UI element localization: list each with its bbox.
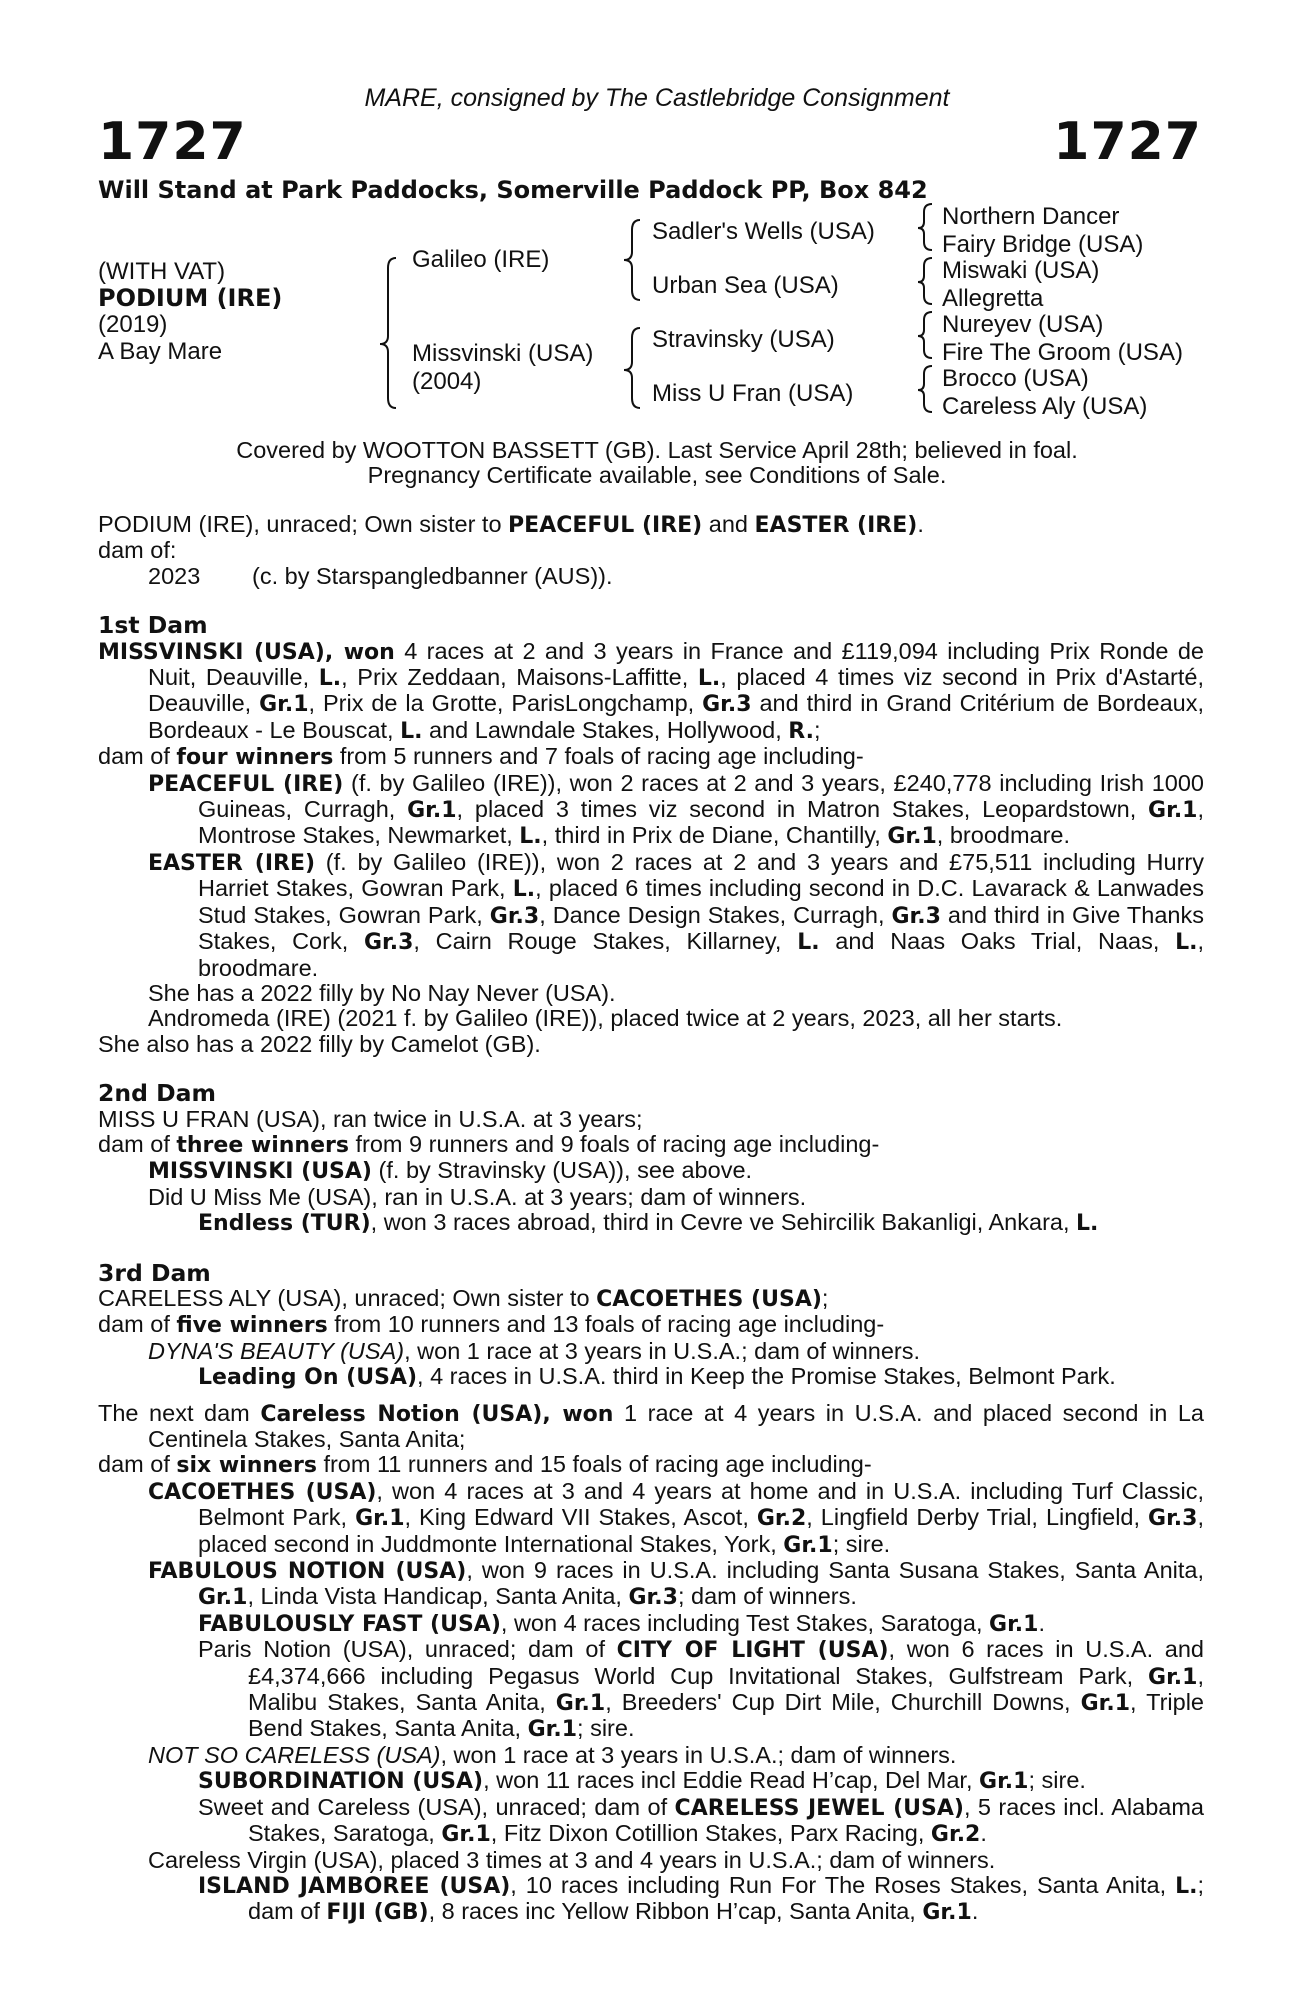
first-dam-produce-summary: dam of four winners from 5 runners and 7 foals of racing age including- — [98, 743, 864, 771]
third-dam-record: CARELESS ALY (USA), unraced; Own sister to CACOETHES (USA); — [98, 1284, 829, 1312]
horse-name: PODIUM (IRE) — [98, 284, 283, 312]
first-dam-note-1: She has a 2022 filly by No Nay Never (USA). — [148, 979, 616, 1006]
bracket-g4 — [918, 366, 932, 412]
bracket-main — [380, 258, 396, 408]
ancestor-1: Northern Dancer — [942, 203, 1120, 230]
ancestor-4: Allegretta — [942, 285, 1044, 312]
vat-label: (WITH VAT) — [98, 258, 226, 285]
sire-sire: Sadler's Wells (USA) — [652, 218, 875, 245]
second-dam-foal-missvinski: MISSVINSKI (USA) (f. by Stravinsky (USA)), see above. — [148, 1157, 753, 1185]
third-dam-grandfoal-leading-on: Leading On (USA), 4 races in U.S.A. third in Keep the Promise Stakes, Belmont Park. — [198, 1363, 1116, 1391]
third-dam-foal-dynas-beauty: DYNA'S BEAUTY (USA), won 1 race at 3 years in U.S.A.; dam of winners. — [148, 1337, 921, 1364]
consignment-line: MARE, consigned by The Castlebridge Consignment — [364, 84, 950, 112]
first-dam-foal-andromeda: Andromeda (IRE) (2021 f. by Galileo (IRE)), placed twice at 2 years, 2023, all her starts. — [148, 1005, 1063, 1032]
next-dam-produce-summary: dam of six winners from 11 runners and 15 foals of racing age including- — [98, 1451, 872, 1479]
third-dam-produce-summary: dam of five winners from 10 runners and 13 foals of racing age including- — [98, 1311, 885, 1339]
horse-year: (2019) — [98, 311, 168, 338]
next-dam-grandfoal-paris-notion: Paris Notion (USA), unraced; dam of CITY OF LIGHT (USA), won 6 races in U.S.A. and £4,374,666 including Pegasus World Cup Invitational Stakes, Gulfstream Park, Gr.1, Malibu Stakes, Santa Anita, Gr.1, Breeders' Cup Dirt Mile, Churchill Downs, Gr.1, Triple Bend Stakes, Santa Anita, Gr.1; sire. — [198, 1636, 1204, 1743]
ancestor-7: Brocco (USA) — [942, 365, 1089, 392]
dam-sire: Stravinsky (USA) — [652, 326, 835, 353]
ancestor-3: Miswaki (USA) — [942, 257, 1100, 284]
dam-year: (2004) — [412, 368, 482, 395]
second-dam-produce-summary: dam of three winners from 9 runners and 9 foals of racing age including- — [98, 1130, 880, 1158]
second-dam-foal-did-u-miss-me: Did U Miss Me (USA), ran in U.S.A. at 3 years; dam of winners. — [148, 1183, 807, 1210]
lot-number-right: 1727 — [1053, 112, 1202, 172]
bracket-sire — [624, 220, 640, 300]
ancestor-6: Fire The Groom (USA) — [942, 339, 1183, 366]
second-dam-heading: 2nd Dam — [98, 1079, 216, 1108]
next-dam-foal-careless-virgin: Careless Virgin (USA), placed 3 times at 3 and 4 years in U.S.A.; dam of winners. — [148, 1846, 996, 1873]
sire-dam: Urban Sea (USA) — [652, 272, 839, 299]
bracket-dam — [624, 328, 640, 408]
ancestor-2: Fairy Bridge (USA) — [942, 231, 1144, 258]
sire-name: Galileo (IRE) — [412, 246, 550, 273]
next-dam-foal-fabulous-notion: FABULOUS NOTION (USA), won 9 races in U.S.A. including Santa Susana Stakes, Santa Anita, Gr.1, Linda Vista Handicap, Santa Anita, Gr.3; dam of winners. — [148, 1557, 1204, 1611]
first-dam-note-2: She also has a 2022 filly by Camelot (GB). — [98, 1030, 541, 1057]
bracket-g3 — [918, 312, 932, 358]
next-dam-grandfoal-island-jamboree: ISLAND JAMBOREE (USA), 10 races including Run For The Roses Stakes, Santa Anita, L.; dam of FIJI (GB), 8 races inc Yellow Ribbon H’cap, Santa Anita, Gr.1. — [198, 1871, 1204, 1926]
ancestor-5: Nureyev (USA) — [942, 311, 1104, 338]
cover-line-1: Covered by WOOTTON BASSETT (GB). Last Service April 28th; believed in foal. — [236, 437, 1078, 463]
next-dam-record: The next dam Careless Notion (USA), won 1 race at 4 years in U.S.A. and placed second in La Centinela Stakes, Santa Anita; — [98, 1399, 1204, 1452]
next-dam-foal-not-so-careless: NOT SO CARELESS (USA), won 1 race at 3 years in U.S.A.; dam of winners. — [148, 1741, 957, 1768]
dam-name: Missvinski (USA) — [412, 340, 594, 367]
intro-line: PODIUM (IRE), unraced; Own sister to PEACEFUL (IRE) and EASTER (IRE). — [98, 511, 924, 538]
produce-line: 2023 (c. by Starspangledbanner (AUS)). — [148, 562, 613, 589]
next-dam-foal-cacoethes: CACOETHES (USA), won 4 races at 3 and 4 years at home and in U.S.A. including Turf Classic, Belmont Park, Gr.1, King Edward VII Stakes, Ascot, Gr.2, Lingfield Derby Trial, Lingfield, Gr.3, placed second in Juddmonte International Stakes, York, Gr.1; sire. — [148, 1477, 1205, 1558]
next-dam-grandfoal-subordination: SUBORDINATION (USA), won 11 races incl Eddie Read H’cap, Del Mar, Gr.1; sire. — [198, 1767, 1086, 1795]
second-dam-grandfoal-endless: Endless (TUR), won 3 races abroad, third in Cevre ve Sehircilik Bakanligi, Ankara, L. — [198, 1209, 1099, 1237]
first-dam-record: MISSVINSKI (USA), won 4 races at 2 and 3 years in France and £119,094 including Prix Ronde de Nuit, Deauville, L., Prix Zeddaan, Maisons-Laffitte, L., placed 4 times viz second in Prix d'Astarté, Deauville, Gr.1, Prix de la Grotte, ParisLongchamp, Gr.3 and third in Grand Critérium de Bordeaux, Bordeaux - Le Bouscat, L. and Lawndale Stakes, Hollywood, R.; — [98, 637, 1204, 744]
intro-dam-of: dam of: — [98, 537, 177, 564]
next-dam-grandfoal-fabulously-fast: FABULOUSLY FAST (USA), won 4 races including Test Stakes, Saratoga, Gr.1. — [198, 1609, 1045, 1637]
second-dam-record: MISS U FRAN (USA), ran twice in U.S.A. at 3 years; — [98, 1105, 643, 1132]
third-dam-heading: 3rd Dam — [98, 1258, 211, 1287]
bracket-g1 — [918, 204, 932, 250]
next-dam-grandfoal-sweet-and-careless: Sweet and Careless (USA), unraced; dam of CARELESS JEWEL (USA), 5 races incl. Alabama Stakes, Saratoga, Gr.1, Fitz Dixon Cotillion Stakes, Parx Racing, Gr.2. — [198, 1793, 1204, 1848]
first-dam-heading: 1st Dam — [98, 611, 208, 640]
stand-location: Will Stand at Park Paddocks, Somerville Paddock PP, Box 842 — [98, 176, 928, 204]
first-dam-foal-easter: EASTER (IRE) (f. by Galileo (IRE)), won 2 races at 2 and 3 years and £75,511 including Hurry Harriet Stakes, Gowran Park, L., placed 6 times including second in D.C. Lavarack & Lanwades Stud Stakes, Gowran Park, Gr.3, Dance Design Stakes, Curragh, Gr.3 and third in Give Thanks Stakes, Cork, Gr.3, Cairn Rouge Stakes, Killarney, L. and Naas Oaks Trial, Naas, L., broodmare. — [148, 848, 1205, 981]
dam-dam: Miss U Fran (USA) — [652, 380, 854, 407]
cover-line-2: Pregnancy Certificate available, see Conditions of Sale. — [367, 462, 947, 488]
bracket-g2 — [918, 258, 932, 304]
lot-number-left: 1727 — [98, 112, 247, 172]
first-dam-foal-peaceful: PEACEFUL (IRE) (f. by Galileo (IRE)), won 2 races at 2 and 3 years, £240,778 including Irish 1000 Guineas, Curragh, Gr.1, placed 3 times viz second in Matron Stakes, Leopardstown, Gr.1, Montrose Stakes, Newmarket, L., third in Prix de Diane, Chantilly, Gr.1, broodmare. — [148, 769, 1205, 850]
ancestor-8: Careless Aly (USA) — [942, 393, 1148, 420]
horse-description: A Bay Mare — [98, 338, 223, 365]
catalogue-body — [98, 512, 1204, 1926]
